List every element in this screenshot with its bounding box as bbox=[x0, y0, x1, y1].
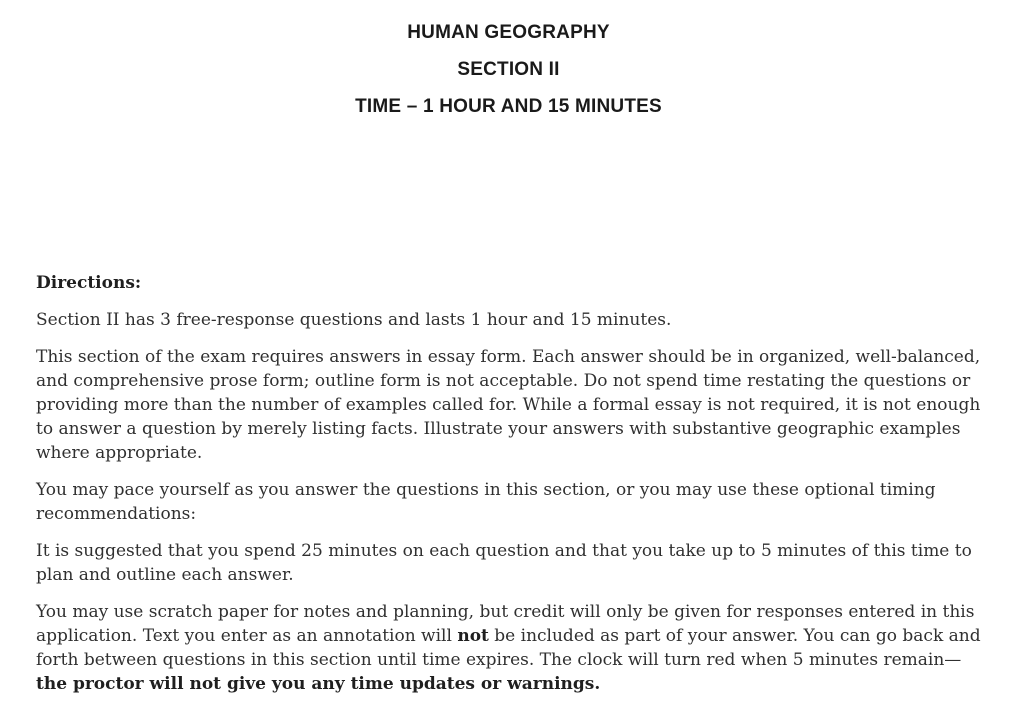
directions-paragraph-4: It is suggested that you spend 25 minutes on each question and that you take up to 5 minutes of this time to plan and outline each answer. bbox=[36, 541, 972, 585]
directions-paragraph-2: This section of the exam requires answers in essay form. Each answer should be in organized, well-balanced, and comprehensive prose form; outline form is not acceptable. Do not spend time restating the questions or providing more than the number of examples called for. While a formal essay is not required, it is not enough to answer a question by merely listing facts. Illustrate your answers with substantive geographic examples where appropriate. bbox=[36, 347, 981, 463]
exam-title: HUMAN GEOGRAPHY bbox=[407, 22, 610, 43]
directions-paragraph-3: You may pace yourself as you answer the questions in this section, or you may use these optional timing recommendations: bbox=[36, 480, 936, 524]
paragraph-5-bold-warning: the proctor will not give you any time updates or warnings. bbox=[36, 674, 601, 694]
exam-header bbox=[0, 0, 1017, 125]
directions-label: Directions: bbox=[36, 273, 142, 293]
directions-paragraph-5 bbox=[36, 600, 981, 696]
paragraph-5-text: be included as part of your answer. You can go back and forth between questions in this section until time expires. The clock will turn red when 5 minutes remain— bbox=[36, 626, 981, 670]
paragraph-5-text: You may use scratch paper for notes and planning, but credit will only be given for responses entered in this application. Text you enter as an annotation will bbox=[36, 602, 975, 646]
directions-block bbox=[36, 271, 981, 696]
paragraph-5-bold-not: not bbox=[457, 626, 489, 646]
exam-section: SECTION II bbox=[457, 59, 560, 80]
exam-time-limit: TIME – 1 HOUR AND 15 MINUTES bbox=[355, 96, 662, 117]
directions-paragraph-1: Section II has 3 free-response questions and lasts 1 hour and 15 minutes. bbox=[36, 310, 672, 330]
